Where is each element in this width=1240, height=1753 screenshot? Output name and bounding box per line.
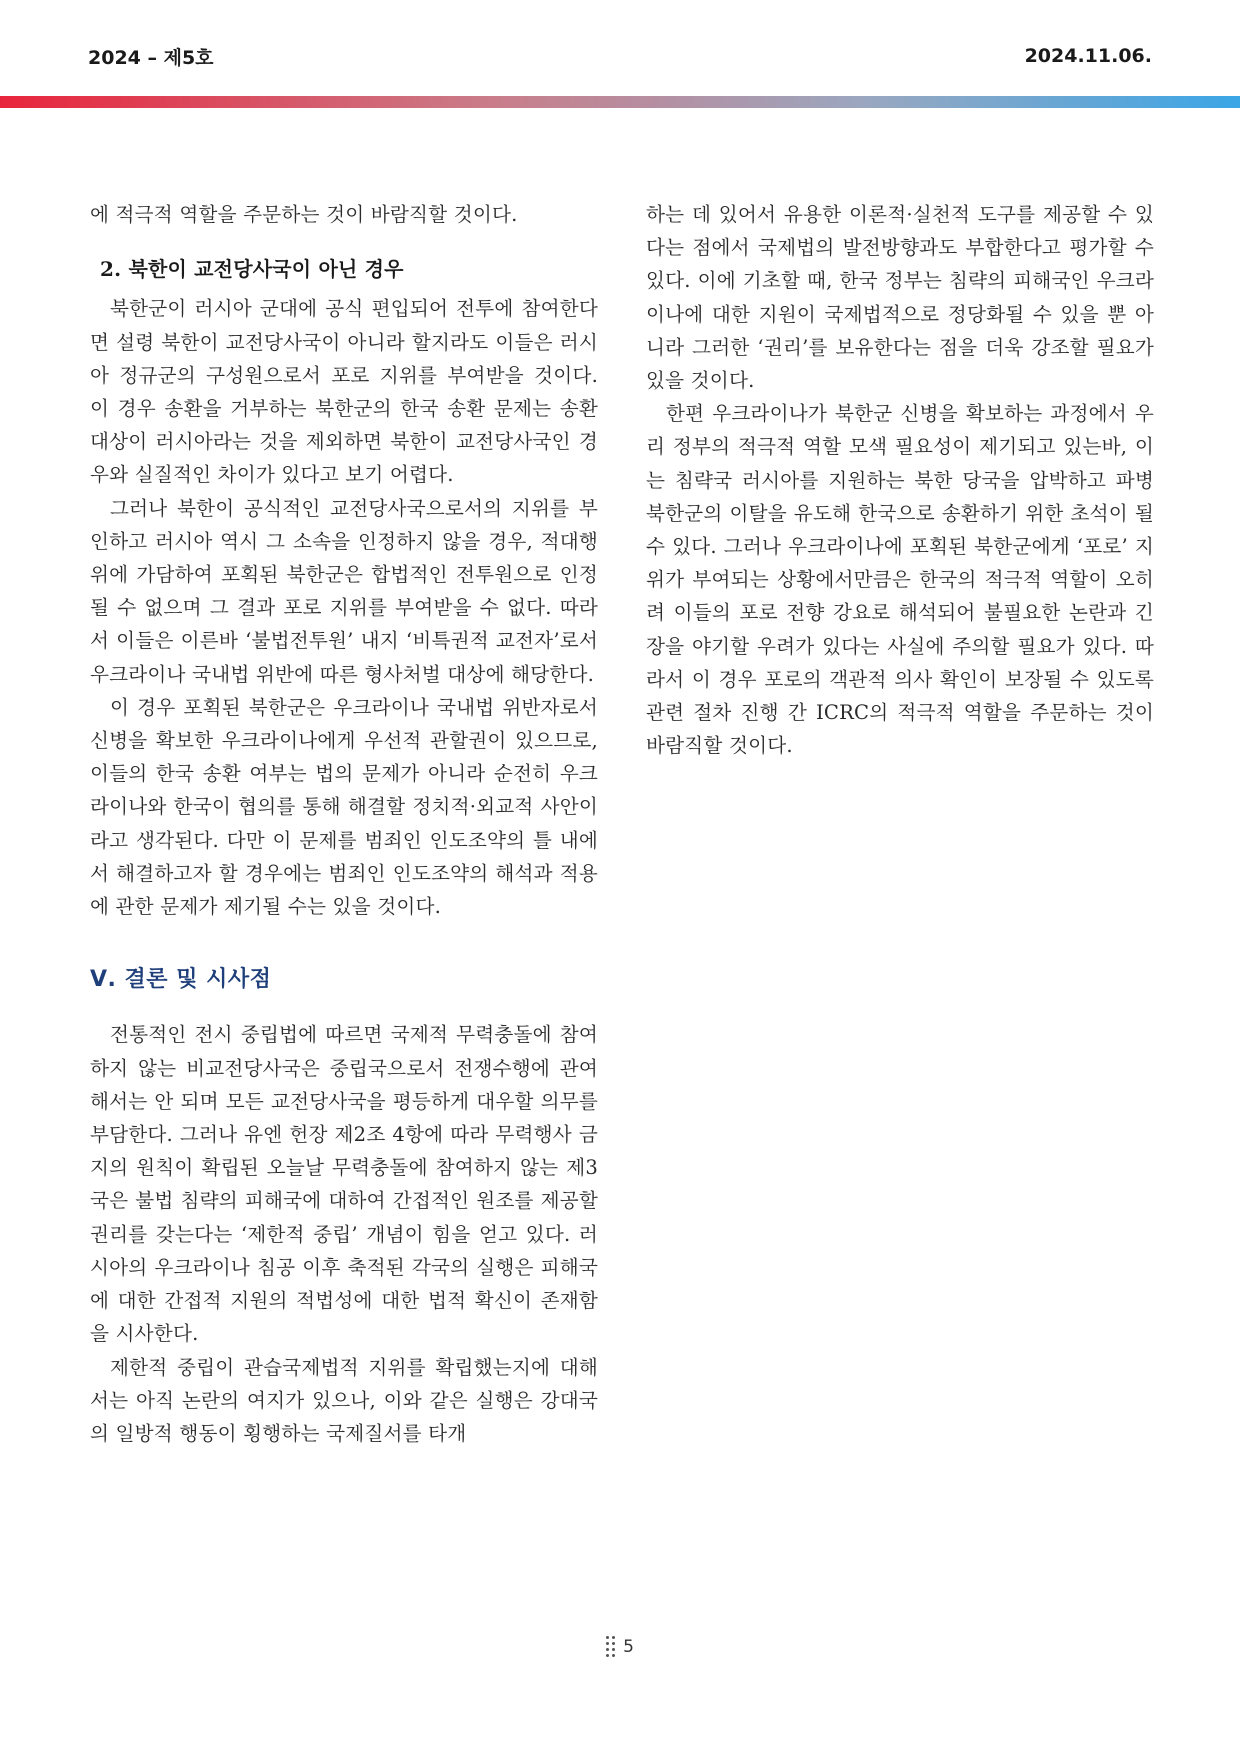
- right-paragraph-1: 하는 데 있어서 유용한 이론적·실천적 도구를 제공할 수 있다는 점에서 국제법의 발전방향과도 부합한다고 평가할 수 있다. 이에 기초할 때, 한국 정부는 침략의 피해국인 우크라이나에 대한 지원이 국제법적으로 정당화될 수 있을 뿐 아니라 그러한 ‘권리’를 보유한다는 점을 더욱 강조할 필요가 있을 것이다.: [646, 203, 1154, 393]
- left-paragraph-continued: 에 적극적 역할을 주문하는 것이 바람직할 것이다.: [90, 203, 518, 226]
- left-paragraph-3: 이 경우 포획된 북한군은 우크라이나 국내법 위반자로서 신병을 확보한 우크라이나에게 우선적 관할권이 있으므로, 이들의 한국 송환 여부는 법의 문제가 아니라 순전히 우크라이나와 한국이 협의를 통해 해결할 정치적·외교적 사안이라고 생각된다. 다만 이 문제를 범죄인 인도조약의 틀 내에서 해결하고자 할 경우에는 범죄인 인도조약의 해석과 적용에 관한 문제가 제기될 수는 있을 것이다.: [90, 695, 598, 919]
- page-number: 5: [623, 1636, 634, 1657]
- right-column: [646, 198, 1154, 762]
- left-paragraph-2: 그러나 북한이 공식적인 교전당사국으로서의 지위를 부인하고 러시아 역시 그 소속을 인정하지 않을 경우, 적대행위에 가담하여 포획된 북한군은 합법적인 전투원으로 인정될 수 없으며 그 결과 포로 지위를 부여받을 수 없다. 따라서 이들은 이른바 ‘불법전투원’ 내지 ‘비특권적 교전자’로서 우크라이나 국내법 위반에 따른 형사처벌 대상에 해당한다.: [90, 496, 598, 686]
- issue-date: 2024.11.06.: [1024, 45, 1152, 67]
- left-paragraph-5: 제한적 중립이 관습국제법적 지위를 확립했는지에 대해서는 아직 논란의 여지가 있으나, 이와 같은 실행은 강대국의 일방적 행동이 횡행하는 국제질서를 타개: [90, 1355, 598, 1445]
- page-footer: [0, 1636, 1240, 1657]
- left-column: [90, 198, 598, 1450]
- subheading: 2. 북한이 교전당사국이 아닌 경우: [100, 257, 404, 282]
- header-gradient-band: [0, 96, 1240, 108]
- issue-label: 2024 – 제5호: [88, 46, 214, 69]
- left-paragraph-1: 북한군이 러시아 군대에 공식 편입되어 전투에 참여한다면 설령 북한이 교전당사국이 아니라 할지라도 이들은 러시아 정규군의 구성원으로서 포로 지위를 부여받을 것이다. 이 경우 송환을 거부하는 북한군의 한국 송환 문제는 송환 대상이 러시아라는 것을 제외하면 북한이 교전당사국인 경우와 실질적인 차이가 있다고 보기 어렵다.: [90, 297, 598, 487]
- page-header: [88, 42, 1152, 70]
- right-paragraph-2: 한편 우크라이나가 북한군 신병을 확보하는 과정에서 우리 정부의 적극적 역할 모색 필요성이 제기되고 있는바, 이는 침략국 러시아를 지원하는 북한 당국을 압박하고 파병 북한군의 이탈을 유도해 한국으로 송환하기 위한 초석이 될 수 있다. 그러나 우크라이나에 포획된 북한군에게 ‘포로’ 지위가 부여되는 상황에서만큼은 한국의 적극적 역할이 오히려 이들의 포로 전향 강요로 해석되어 불필요한 논란과 긴장을 야기할 우려가 있다는 사실에 주의할 필요가 있다. 따라서 이 경우 포로의 객관적 의사 확인이 보장될 수 있도록 관련 절차 진행 간 ICRC의 적극적 역할을 주문하는 것이 바람직할 것이다.: [646, 402, 1154, 758]
- left-paragraph-4: 전통적인 전시 중립법에 따르면 국제적 무력충돌에 참여하지 않는 비교전당사국은 중립국으로서 전쟁수행에 관여해서는 안 되며 모든 교전당사국을 평등하게 대우할 의무를 부담한다. 그러나 유엔 헌장 제2조 4항에 따라 무력행사 금지의 원칙이 확립된 오늘날 무력충돌에 참여하지 않는 제3국은 불법 침략의 피해국에 대하여 간접적인 원조를 제공할 권리를 갖는다는 ‘제한적 중립’ 개념이 힘을 얻고 있다. 러시아의 우크라이나 침공 이후 축적된 각국의 실행은 피해국에 대한 간접적 지원의 적법성에 대한 법적 확신이 존재함을 시사한다.: [90, 1023, 598, 1346]
- dots-grid-icon: [606, 1636, 615, 1657]
- section-heading: Ⅴ. 결론 및 시사점: [90, 967, 272, 993]
